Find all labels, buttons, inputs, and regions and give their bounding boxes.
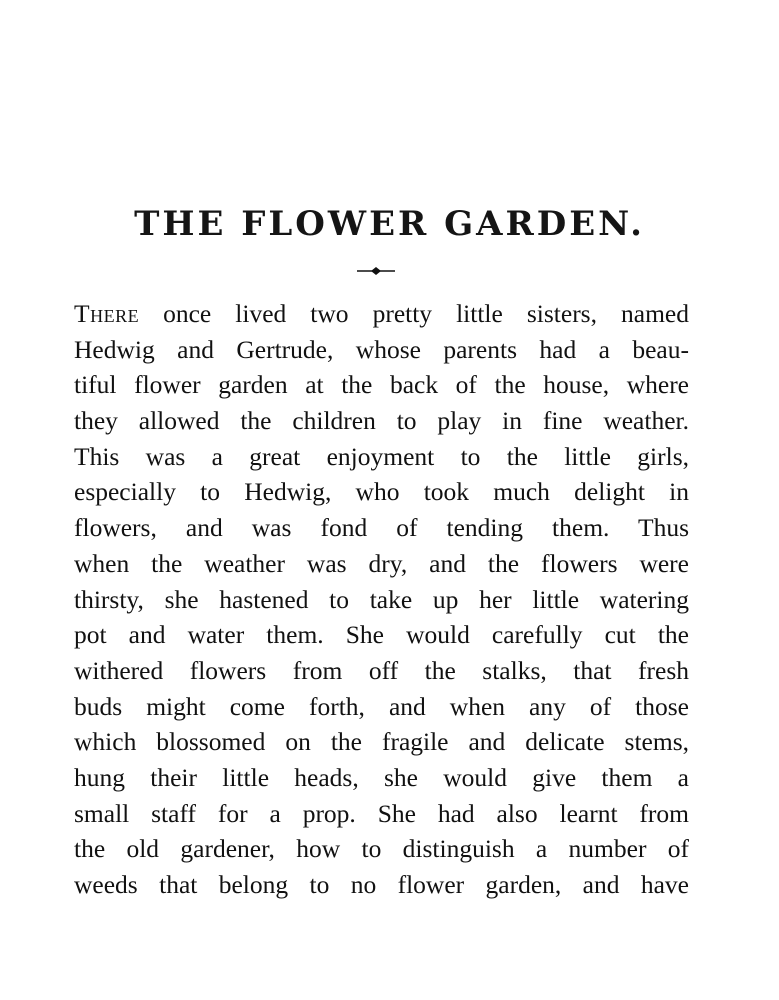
text-line: Hedwig and Gertrude, whose parents had a beau- xyxy=(74,334,689,364)
text-line: the old gardener, how to distinguish a number of xyxy=(74,834,689,864)
text-line: they allowed the children to play in fine weather. xyxy=(74,406,689,436)
chapter-title: THE FLOWER GARDEN. xyxy=(134,204,645,244)
text-line: This was a great enjoyment to the little girls, xyxy=(74,441,689,471)
text-line: weeds that belong to no flower garden, and have xyxy=(74,870,689,899)
diamond-rule-ornament-icon xyxy=(356,266,396,276)
text-line: small staff for a prop. She had also learnt from xyxy=(74,798,689,828)
text-line: especially to Hedwig, who took much delight in xyxy=(74,477,689,507)
text-line: hung their little heads, she would give them a xyxy=(74,762,689,792)
first-line-text: once lived two pretty little sisters, named xyxy=(139,299,689,328)
text-line: pot and water them. She would carefully cut the xyxy=(74,620,689,650)
text-line: tiful flower garden at the back of the house, where xyxy=(74,370,689,400)
text-line: which blossomed on the fragile and delicate stems, xyxy=(74,727,689,757)
text-line: thirsty, she hastened to take up her little watering xyxy=(74,584,689,614)
text-line: buds might come forth, and when any of those xyxy=(74,691,689,721)
body-paragraph xyxy=(74,296,689,903)
text-line: withered flowers from off the stalks, that fresh xyxy=(74,655,689,685)
text-line: flowers, and was fond of tending them. Thus xyxy=(74,513,689,543)
text-line: when the weather was dry, and the flowers were xyxy=(74,548,689,578)
text-line-1 xyxy=(74,296,689,332)
drop-word: There xyxy=(74,299,140,328)
